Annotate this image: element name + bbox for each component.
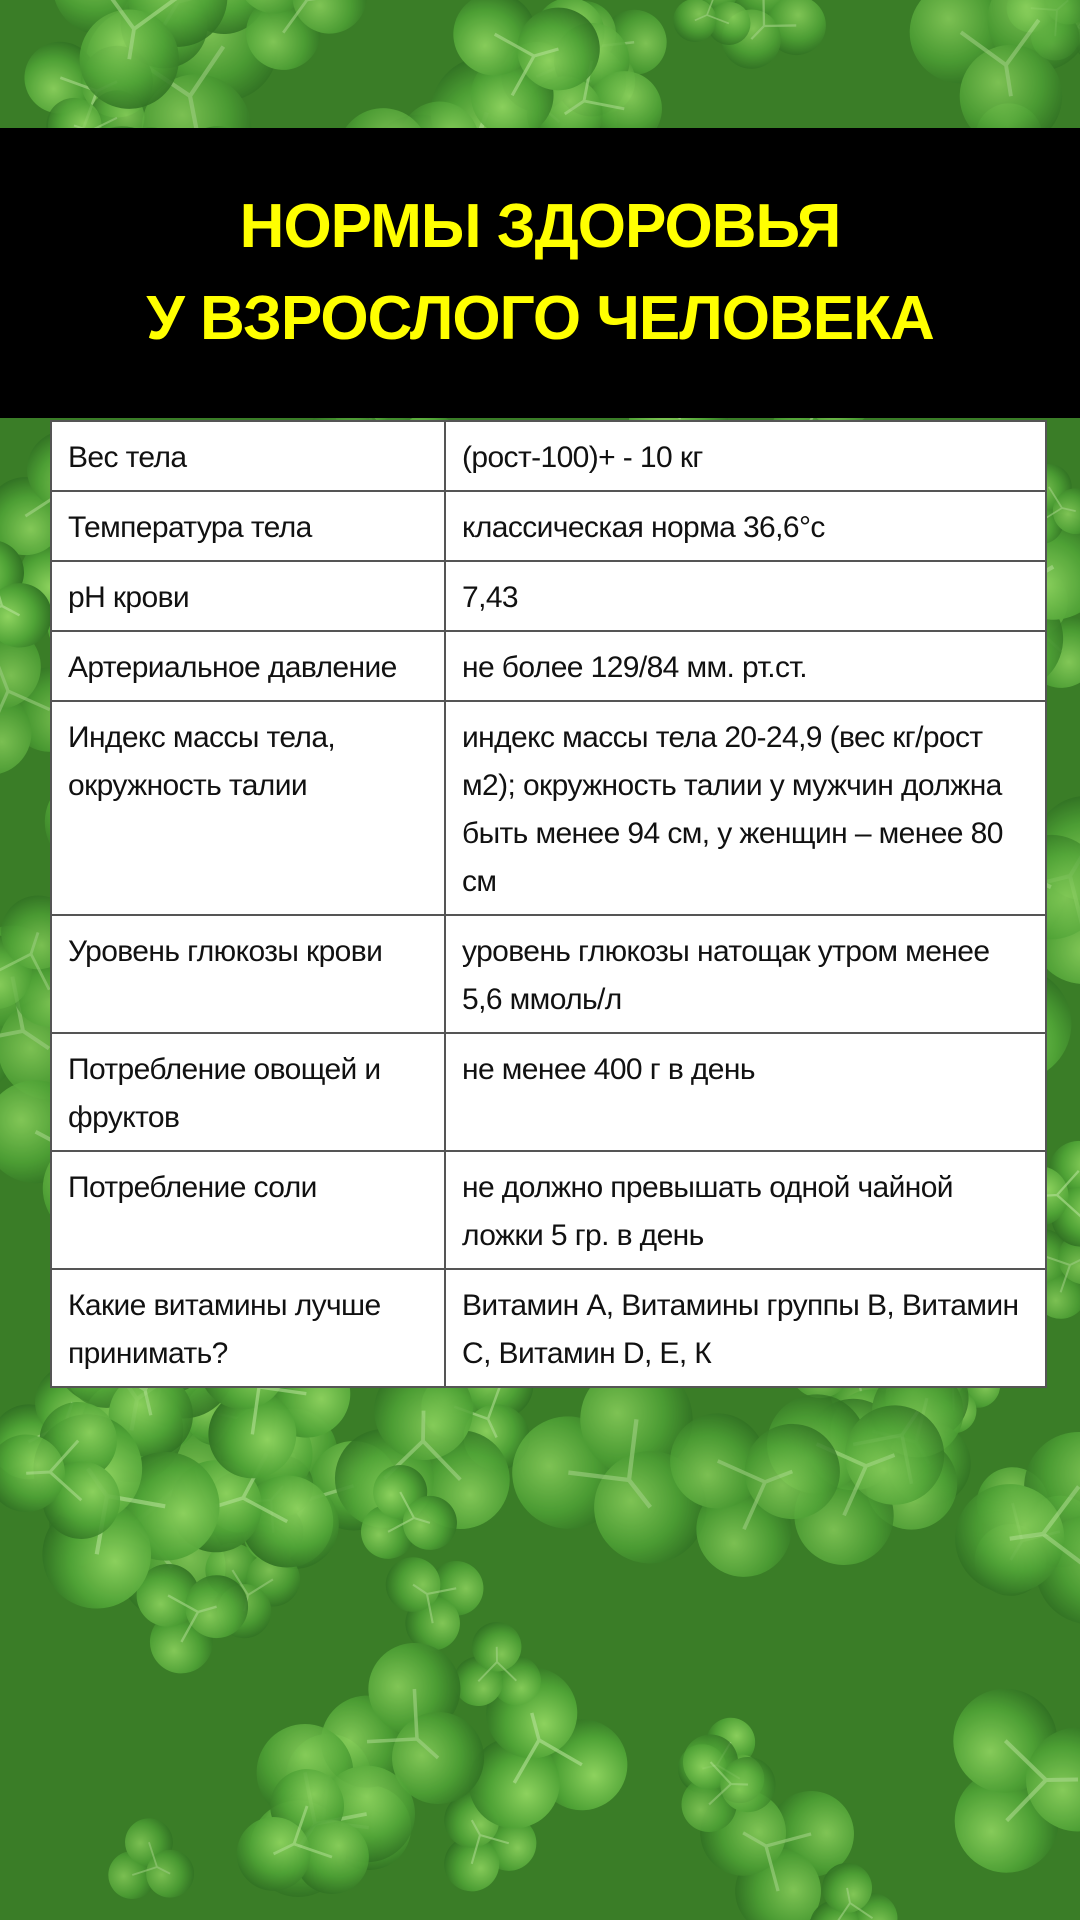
- row-label: Уровень глюкозы крови: [51, 915, 445, 1033]
- page-title-line-2: У ВЗРОСЛОГО ЧЕЛОВЕКА: [146, 284, 934, 353]
- row-value: 7,43: [445, 561, 1046, 631]
- table-row: [51, 561, 1046, 631]
- row-value: классическая норма 36,6°с: [445, 491, 1046, 561]
- row-value: (рост-100)+ - 10 кг: [445, 421, 1046, 491]
- row-value: не должно превышать одной чайной ложки 5 гр. в день: [445, 1151, 1046, 1269]
- row-label: Артериальное давление: [51, 631, 445, 701]
- table-row: [51, 915, 1046, 1033]
- row-label: Потребление соли: [51, 1151, 445, 1269]
- row-label: Индекс массы тела, окружность талии: [51, 701, 445, 915]
- table-row: [51, 1151, 1046, 1269]
- row-value: уровень глюкозы натощак утром менее 5,6 ммоль/л: [445, 915, 1046, 1033]
- title-band: [0, 128, 1080, 418]
- row-value: не менее 400 г в день: [445, 1033, 1046, 1151]
- row-label: Потребление овощей и фруктов: [51, 1033, 445, 1151]
- row-value: Витамин А, Витамины группы В, Витамин С, Витамин D, Е, К: [445, 1269, 1046, 1387]
- row-value: не более 129/84 мм. рт.ст.: [445, 631, 1046, 701]
- table-row: [51, 491, 1046, 561]
- table-row: [51, 1033, 1046, 1151]
- table-row: [51, 421, 1046, 491]
- table-row: [51, 631, 1046, 701]
- table-row: [51, 1269, 1046, 1387]
- page-title-line-1: НОРМЫ ЗДОРОВЬЯ: [239, 192, 841, 261]
- row-label: pH крови: [51, 561, 445, 631]
- table-row: [51, 701, 1046, 915]
- row-label: Температура тела: [51, 491, 445, 561]
- row-label: Вес тела: [51, 421, 445, 491]
- row-value: индекс массы тела 20-24,9 (вес кг/рост м2); окружность талии у мужчин должна быть менее 94 см, у женщин – менее 80 см: [445, 701, 1046, 915]
- row-label: Какие витамины лучше принимать?: [51, 1269, 445, 1387]
- health-norms-table: [50, 420, 1024, 1388]
